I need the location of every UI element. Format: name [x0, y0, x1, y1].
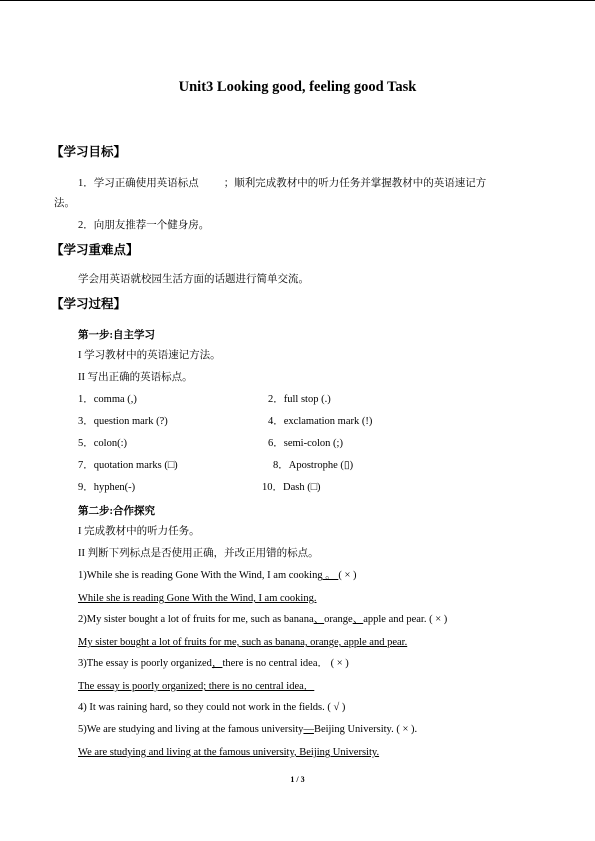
question-1 — [78, 569, 357, 582]
answer-3: The essay is poorly organized; there is no central idea． — [78, 681, 315, 692]
step-2-heading: 第二步:合作探究 — [78, 506, 155, 517]
section-header-key-points: 【学习重难点】 — [51, 243, 139, 257]
punctuation-item-8: 8．Apostrophe (▯) — [273, 460, 354, 471]
objective-1-part-a: 1．学习正确使用英语标点 — [78, 178, 199, 189]
question-5-mark: — — [303, 724, 314, 735]
page-number: 1 / 3 — [290, 775, 305, 784]
page-title: Unit3 Looking good, feeling good Task — [178, 79, 417, 95]
question-3 — [78, 657, 349, 670]
section-header-process: 【学习过程】 — [51, 297, 127, 311]
punctuation-item-7: 7．quotation marks (□) — [78, 460, 178, 471]
step-2-task-ii: II 判断下列标点是否使用正确，并改正用错的标点。 — [78, 548, 319, 559]
question-1-text: 1)While she is reading Gone With the Wind, I am cooking — [78, 570, 323, 581]
question-2-mark-a: 、 — [313, 614, 325, 625]
question-1-mark: 。 — [322, 570, 339, 581]
question-3-mark: ， — [211, 658, 223, 669]
question-5-text-a: 5)We are studying and living at the famous university — [78, 724, 304, 735]
question-3-text-a: 3)The essay is poorly organized — [78, 658, 212, 669]
step-1-task-ii: II 写出正确的英语标点。 — [78, 372, 193, 383]
section-header-objectives: 【学习目标】 — [51, 145, 127, 159]
question-2-mark-b: 、 — [352, 614, 364, 625]
punctuation-item-3: 3．question mark (?) — [78, 416, 168, 427]
punctuation-item-2: 2．full stop (.) — [268, 394, 331, 405]
question-5-text-b: Beijing University. ( × ). — [313, 724, 418, 735]
step-1-heading: 第一步:自主学习 — [78, 330, 155, 341]
question-5 — [78, 723, 417, 736]
punctuation-item-4: 4．exclamation mark (!) — [268, 416, 373, 427]
question-2 — [78, 613, 447, 626]
step-1-task-i: I 学习教材中的英语速记方法。 — [78, 350, 221, 361]
answer-2: My sister bought a lot of fruits for me, such as banana, orange, apple and pear. — [78, 637, 408, 648]
key-points-text: 学会用英语就校园生活方面的话题进行简单交流。 — [78, 274, 309, 285]
top-rule — [0, 0, 595, 1]
question-2-text-c: apple and pear. ( × ) — [363, 614, 448, 625]
question-4: 4) It was raining hard, so they could not work in the fields. ( √ ) — [78, 702, 346, 713]
question-2-text-a: 2)My sister bought a lot of fruits for me, such as banana — [78, 614, 314, 625]
step-2-task-i: I 完成教材中的听力任务。 — [78, 526, 200, 537]
punctuation-item-5: 5．colon(:) — [78, 438, 127, 449]
answer-1: While she is reading Gone With the Wind, I am cooking. — [78, 593, 317, 604]
objective-1-continuation: 法。 — [54, 198, 75, 209]
punctuation-item-10: 10．Dash (□) — [262, 482, 321, 493]
question-3-text-b: there is no central idea． ( × ) — [222, 658, 349, 669]
objective-1-part-b: ；顺利完成教材中的听力任务并掌握教材中的英语速记方 — [223, 178, 487, 189]
objective-2-text: 2．向朋友推荐一个健身房。 — [78, 220, 210, 231]
punctuation-item-1: 1．comma (,) — [78, 394, 137, 405]
punctuation-item-6: 6．semi-colon (;) — [268, 438, 343, 449]
punctuation-item-9: 9．hyphen(-) — [78, 482, 136, 493]
question-2-text-b: orange — [324, 614, 353, 625]
question-1-verdict: ( × ) — [338, 570, 357, 581]
objective-1-text — [78, 177, 486, 190]
answer-5: We are studying and living at the famous university, Beijing University. — [78, 747, 380, 758]
